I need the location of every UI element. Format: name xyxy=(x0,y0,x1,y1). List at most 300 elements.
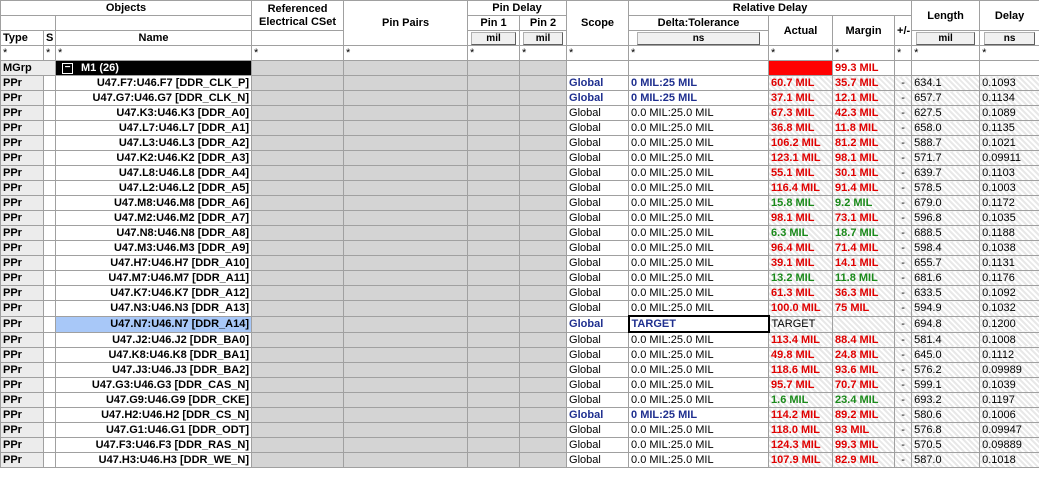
row-pin-pairs[interactable] xyxy=(344,106,468,121)
filter-cell[interactable]: * xyxy=(44,46,56,61)
row-plusminus: - xyxy=(895,348,912,363)
row-delay: 0.1021 xyxy=(980,136,1039,151)
row-pin1[interactable] xyxy=(468,196,520,211)
row-scope[interactable]: Global xyxy=(567,181,629,196)
row-scope[interactable]: Global xyxy=(567,453,629,468)
table-row[interactable] xyxy=(1,166,1039,181)
row-ref-cset[interactable] xyxy=(252,166,344,181)
row-delta-tolerance[interactable]: 0.0 MIL:25.0 MIL xyxy=(629,226,769,241)
row-s xyxy=(44,121,56,136)
row-scope[interactable]: Global xyxy=(567,286,629,301)
row-ref-cset[interactable] xyxy=(252,121,344,136)
row-pin1[interactable] xyxy=(468,408,520,423)
row-ref-cset[interactable] xyxy=(252,348,344,363)
row-name[interactable]: U47.K8:U46.K8 [DDR_BA1] xyxy=(56,348,252,363)
row-pin1[interactable] xyxy=(468,286,520,301)
row-pin1[interactable] xyxy=(468,423,520,438)
row-delta-tolerance[interactable]: 0.0 MIL:25.0 MIL xyxy=(629,181,769,196)
row-pin-pairs[interactable] xyxy=(344,408,468,423)
row-plusminus: - xyxy=(895,211,912,226)
row-pin2[interactable] xyxy=(520,256,567,271)
row-name[interactable]: U47.K3:U46.K3 [DDR_A0] xyxy=(56,106,252,121)
row-delta-tolerance[interactable]: TARGET xyxy=(629,316,769,332)
row-delta-tolerance[interactable]: 0.0 MIL:25.0 MIL xyxy=(629,301,769,317)
table-row[interactable] xyxy=(1,438,1039,453)
header-ref-cset[interactable]: Referenced Electrical CSet xyxy=(252,1,344,31)
row-name[interactable]: U47.J2:U46.J2 [DDR_BA0] xyxy=(56,332,252,348)
row-delta-tolerance[interactable]: 0.0 MIL:25.0 MIL xyxy=(629,166,769,181)
filter-cell[interactable]: * xyxy=(520,46,567,61)
row-pin-pairs[interactable] xyxy=(344,316,468,332)
row-s xyxy=(44,316,56,332)
table-row[interactable] xyxy=(1,196,1039,211)
row-name[interactable]: U47.L3:U46.L3 [DDR_A2] xyxy=(56,136,252,151)
row-pin1[interactable] xyxy=(468,91,520,106)
row-delay: 0.1176 xyxy=(980,271,1039,286)
filter-cell[interactable]: * xyxy=(1,46,44,61)
row-pin-pairs[interactable] xyxy=(344,166,468,181)
header-pin2[interactable]: Pin 2 xyxy=(520,16,567,31)
row-plusminus: - xyxy=(895,286,912,301)
row-pin1[interactable] xyxy=(468,378,520,393)
row-pin1[interactable] xyxy=(468,363,520,378)
table-row[interactable] xyxy=(1,423,1039,438)
row-delta-tolerance[interactable]: 0.0 MIL:25.0 MIL xyxy=(629,241,769,256)
row-pin1[interactable] xyxy=(468,121,520,136)
row-pin-pairs[interactable] xyxy=(344,181,468,196)
row-scope[interactable]: Global xyxy=(567,301,629,317)
row-type: PPr xyxy=(1,363,44,378)
row-pin1[interactable] xyxy=(468,256,520,271)
row-pin2[interactable] xyxy=(520,121,567,136)
row-name[interactable]: U47.H7:U46.H7 [DDR_A10] xyxy=(56,256,252,271)
row-pin-pairs[interactable] xyxy=(344,348,468,363)
row-actual: TARGET xyxy=(769,316,833,332)
filter-cell[interactable]: * xyxy=(980,46,1039,61)
row-pin1[interactable] xyxy=(468,106,520,121)
row-ref-cset[interactable] xyxy=(252,136,344,151)
row-delta-tolerance[interactable]: 0 MIL:25 MIL xyxy=(629,91,769,106)
table-row[interactable] xyxy=(1,408,1039,423)
row-actual: 15.8 MIL xyxy=(769,196,833,211)
row-pin1[interactable] xyxy=(468,136,520,151)
row-ref-cset[interactable] xyxy=(252,408,344,423)
row-scope[interactable]: Global xyxy=(567,363,629,378)
row-name[interactable]: U47.N7:U46.N7 [DDR_A14] xyxy=(56,316,252,332)
row-delay: 0.1035 xyxy=(980,211,1039,226)
row-ref-cset[interactable] xyxy=(252,271,344,286)
row-scope[interactable]: Global xyxy=(567,241,629,256)
header-scope[interactable]: Scope xyxy=(567,1,629,46)
row-scope[interactable]: Global xyxy=(567,332,629,348)
filter-cell[interactable]: * xyxy=(56,46,252,61)
header-length[interactable]: Length xyxy=(912,1,980,31)
row-delta-tolerance[interactable]: 0.0 MIL:25.0 MIL xyxy=(629,151,769,166)
row-pin1[interactable] xyxy=(468,438,520,453)
row-actual: 123.1 MIL xyxy=(769,151,833,166)
row-ref-cset[interactable] xyxy=(252,106,344,121)
filter-cell[interactable]: * xyxy=(912,46,980,61)
row-name[interactable]: U47.G7:U46.G7 [DDR_CLK_N] xyxy=(56,91,252,106)
row-s xyxy=(44,151,56,166)
row-s xyxy=(44,423,56,438)
row-pin-pairs[interactable] xyxy=(344,423,468,438)
row-type: PPr xyxy=(1,76,44,91)
row-delta-tolerance[interactable]: 0.0 MIL:25.0 MIL xyxy=(629,378,769,393)
row-pin-pairs[interactable] xyxy=(344,393,468,408)
row-margin: 11.8 MIL xyxy=(833,121,895,136)
row-length: 655.7 xyxy=(912,256,980,271)
row-ref-cset[interactable] xyxy=(252,378,344,393)
row-pin1[interactable] xyxy=(468,316,520,332)
filter-cell[interactable]: * xyxy=(567,46,629,61)
table-row[interactable] xyxy=(1,271,1039,286)
row-name[interactable]: U47.M8:U46.M8 [DDR_A6] xyxy=(56,196,252,211)
row-pin2[interactable] xyxy=(520,211,567,226)
row-name[interactable]: U47.M3:U46.M3 [DDR_A9] xyxy=(56,241,252,256)
row-scope[interactable]: Global xyxy=(567,226,629,241)
row-pin2[interactable] xyxy=(520,378,567,393)
header-type[interactable]: Type xyxy=(1,31,44,46)
row-type: PPr xyxy=(1,408,44,423)
row-ref-cset[interactable] xyxy=(252,211,344,226)
header-pin1[interactable]: Pin 1 xyxy=(468,16,520,31)
row-plusminus: - xyxy=(895,136,912,151)
table-row[interactable] xyxy=(1,378,1039,393)
row-delta-tolerance[interactable]: 0.0 MIL:25.0 MIL xyxy=(629,136,769,151)
row-ref-cset[interactable] xyxy=(252,301,344,317)
row-pin-pairs[interactable] xyxy=(344,121,468,136)
row-delta-tolerance[interactable]: 0.0 MIL:25.0 MIL xyxy=(629,211,769,226)
row-pin1[interactable] xyxy=(468,181,520,196)
filter-cell[interactable]: * xyxy=(468,46,520,61)
row-scope[interactable]: Global xyxy=(567,393,629,408)
row-pin-pairs[interactable] xyxy=(344,226,468,241)
row-pin-pairs[interactable] xyxy=(344,196,468,211)
row-delta-tolerance[interactable]: 0.0 MIL:25.0 MIL xyxy=(629,121,769,136)
row-plusminus: - xyxy=(895,76,912,91)
row-ref-cset[interactable] xyxy=(252,181,344,196)
table-row[interactable] xyxy=(1,76,1039,91)
table-row[interactable] xyxy=(1,211,1039,226)
table-row[interactable] xyxy=(1,91,1039,106)
row-ref-cset[interactable] xyxy=(252,226,344,241)
row-pin1[interactable] xyxy=(468,211,520,226)
row-name[interactable]: U47.G3:U46.G3 [DDR_CAS_N] xyxy=(56,378,252,393)
row-plusminus: - xyxy=(895,121,912,136)
row-pin-pairs[interactable] xyxy=(344,136,468,151)
header-name[interactable]: Name xyxy=(56,31,252,46)
table-row[interactable] xyxy=(1,256,1039,271)
row-pin1[interactable] xyxy=(468,393,520,408)
row-pin2[interactable] xyxy=(520,241,567,256)
row-pin-pairs[interactable] xyxy=(344,438,468,453)
row-pin1[interactable] xyxy=(468,241,520,256)
row-pin2[interactable] xyxy=(520,91,567,106)
row-type: PPr xyxy=(1,151,44,166)
row-ref-cset[interactable] xyxy=(252,393,344,408)
row-pin-pairs[interactable] xyxy=(344,453,468,468)
row-delta-tolerance[interactable]: 0.0 MIL:25.0 MIL xyxy=(629,363,769,378)
filter-cell[interactable]: * xyxy=(252,46,344,61)
row-delay: 0.1038 xyxy=(980,241,1039,256)
row-pin1[interactable] xyxy=(468,453,520,468)
row-ref-cset[interactable] xyxy=(252,196,344,211)
row-pin2[interactable] xyxy=(520,393,567,408)
row-length: 634.1 xyxy=(912,76,980,91)
row-delta-tolerance[interactable]: 0.0 MIL:25.0 MIL xyxy=(629,256,769,271)
table-row[interactable] xyxy=(1,151,1039,166)
row-name[interactable]: U47.M7:U46.M7 [DDR_A11] xyxy=(56,271,252,286)
header-pin-pairs[interactable]: Pin Pairs xyxy=(344,1,468,46)
row-delta-tolerance[interactable]: 0.0 MIL:25.0 MIL xyxy=(629,348,769,363)
table-row[interactable] xyxy=(1,226,1039,241)
row-plusminus: - xyxy=(895,378,912,393)
row-scope[interactable]: Global xyxy=(567,438,629,453)
row-pin-pairs[interactable] xyxy=(344,332,468,348)
row-ref-cset[interactable] xyxy=(252,453,344,468)
row-ref-cset[interactable] xyxy=(252,76,344,91)
filter-row xyxy=(1,46,1039,61)
table-row[interactable] xyxy=(1,393,1039,408)
row-s xyxy=(44,211,56,226)
row-delta-tolerance[interactable]: 0.0 MIL:25.0 MIL xyxy=(629,438,769,453)
row-s xyxy=(44,181,56,196)
row-ref-cset[interactable] xyxy=(252,316,344,332)
pin2-unit[interactable]: mil xyxy=(520,31,567,46)
table-row[interactable] xyxy=(1,136,1039,151)
row-actual: 49.8 MIL xyxy=(769,348,833,363)
row-pin-pairs[interactable] xyxy=(344,151,468,166)
row-name[interactable]: U47.F3:U46.F3 [DDR_RAS_N] xyxy=(56,438,252,453)
row-pin2[interactable] xyxy=(520,332,567,348)
row-scope[interactable]: Global xyxy=(567,256,629,271)
row-pin2[interactable] xyxy=(520,136,567,151)
header-actual[interactable]: Actual xyxy=(769,16,833,46)
row-delay: 0.09889 xyxy=(980,438,1039,453)
group-name-cell[interactable] xyxy=(56,61,252,76)
row-pin2[interactable] xyxy=(520,166,567,181)
row-scope[interactable]: Global xyxy=(567,106,629,121)
row-name[interactable]: U47.H3:U46.H3 [DDR_WE_N] xyxy=(56,453,252,468)
row-delta-tolerance[interactable]: 0 MIL:25 MIL xyxy=(629,408,769,423)
row-pin1[interactable] xyxy=(468,271,520,286)
row-ref-cset[interactable] xyxy=(252,91,344,106)
header-plusminus[interactable]: +/- xyxy=(895,16,912,46)
row-type: PPr xyxy=(1,226,44,241)
row-delta-tolerance[interactable]: 0.0 MIL:25.0 MIL xyxy=(629,453,769,468)
row-pin2[interactable] xyxy=(520,181,567,196)
row-pin2[interactable] xyxy=(520,151,567,166)
row-pin-pairs[interactable] xyxy=(344,271,468,286)
row-delta-tolerance[interactable]: 0.0 MIL:25.0 MIL xyxy=(629,196,769,211)
row-pin2[interactable] xyxy=(520,106,567,121)
row-s xyxy=(44,348,56,363)
row-pin2[interactable] xyxy=(520,226,567,241)
row-actual: 113.4 MIL xyxy=(769,332,833,348)
row-pin-pairs[interactable] xyxy=(344,256,468,271)
row-s xyxy=(44,363,56,378)
row-scope[interactable]: Global xyxy=(567,211,629,226)
row-pin-pairs[interactable] xyxy=(344,91,468,106)
row-name[interactable]: U47.F7:U46.F7 [DDR_CLK_P] xyxy=(56,76,252,91)
row-scope[interactable]: Global xyxy=(567,348,629,363)
row-pin1[interactable] xyxy=(468,348,520,363)
row-ref-cset[interactable] xyxy=(252,363,344,378)
row-scope[interactable]: Global xyxy=(567,408,629,423)
row-delta-tolerance[interactable]: 0.0 MIL:25.0 MIL xyxy=(629,393,769,408)
table-row[interactable] xyxy=(1,332,1039,348)
filter-cell[interactable]: * xyxy=(629,46,769,61)
pin1-unit[interactable]: mil xyxy=(468,31,520,46)
row-margin: 24.8 MIL xyxy=(833,348,895,363)
row-pin-pairs[interactable] xyxy=(344,241,468,256)
row-name[interactable]: U47.H2:U46.H2 [DDR_CS_N] xyxy=(56,408,252,423)
row-scope[interactable]: Global xyxy=(567,136,629,151)
header-margin[interactable]: Margin xyxy=(833,16,895,46)
row-s xyxy=(44,196,56,211)
table-row[interactable] xyxy=(1,121,1039,136)
row-pin2[interactable] xyxy=(520,363,567,378)
row-delay: 0.1131 xyxy=(980,256,1039,271)
row-length: 694.8 xyxy=(912,316,980,332)
row-delta-tolerance[interactable]: 0.0 MIL:25.0 MIL xyxy=(629,423,769,438)
row-delta-tolerance[interactable]: 0.0 MIL:25.0 MIL xyxy=(629,286,769,301)
row-ref-cset[interactable] xyxy=(252,241,344,256)
row-pin-pairs[interactable] xyxy=(344,363,468,378)
row-ref-cset[interactable] xyxy=(252,332,344,348)
row-name[interactable]: U47.N3:U46.N3 [DDR_A13] xyxy=(56,301,252,317)
row-name[interactable]: U47.L8:U46.L8 [DDR_A4] xyxy=(56,166,252,181)
row-scope[interactable]: Global xyxy=(567,316,629,332)
row-scope[interactable]: Global xyxy=(567,151,629,166)
row-ref-cset[interactable] xyxy=(252,151,344,166)
row-name[interactable]: U47.G9:U46.G9 [DDR_CKE] xyxy=(56,393,252,408)
table-row[interactable] xyxy=(1,181,1039,196)
row-type: PPr xyxy=(1,136,44,151)
row-pin-pairs[interactable] xyxy=(344,286,468,301)
row-pin2[interactable] xyxy=(520,196,567,211)
row-pin-pairs[interactable] xyxy=(344,76,468,91)
row-plusminus: - xyxy=(895,106,912,121)
table-row[interactable] xyxy=(1,106,1039,121)
row-pin1[interactable] xyxy=(468,332,520,348)
row-s xyxy=(44,226,56,241)
row-delta-tolerance[interactable]: 0 MIL:25 MIL xyxy=(629,76,769,91)
row-ref-cset[interactable] xyxy=(252,286,344,301)
row-type: PPr xyxy=(1,332,44,348)
length-unit[interactable]: mil xyxy=(912,31,980,46)
delta-unit[interactable]: ns xyxy=(629,31,769,46)
row-pin2[interactable] xyxy=(520,453,567,468)
row-name[interactable]: U47.K2:U46.K2 [DDR_A3] xyxy=(56,151,252,166)
row-name[interactable]: U47.K7:U46.K7 [DDR_A12] xyxy=(56,286,252,301)
row-pin2[interactable] xyxy=(520,438,567,453)
row-pin2[interactable] xyxy=(520,316,567,332)
row-name[interactable]: U47.N8:U46.N8 [DDR_A8] xyxy=(56,226,252,241)
row-pin2[interactable] xyxy=(520,301,567,317)
collapse-icon[interactable]: − xyxy=(62,63,73,74)
row-pin1[interactable] xyxy=(468,301,520,317)
filter-cell[interactable]: * xyxy=(769,46,833,61)
row-scope[interactable]: Global xyxy=(567,166,629,181)
row-name[interactable]: U47.G1:U46.G1 [DDR_ODT] xyxy=(56,423,252,438)
row-pin-pairs[interactable] xyxy=(344,378,468,393)
row-margin: 73.1 MIL xyxy=(833,211,895,226)
row-ref-cset[interactable] xyxy=(252,438,344,453)
row-name[interactable]: U47.J3:U46.J3 [DDR_BA2] xyxy=(56,363,252,378)
header-s[interactable]: S xyxy=(44,31,56,46)
filter-cell[interactable]: * xyxy=(895,46,912,61)
row-delta-tolerance[interactable]: 0.0 MIL:25.0 MIL xyxy=(629,106,769,121)
row-pin1[interactable] xyxy=(468,151,520,166)
row-actual: 60.7 MIL xyxy=(769,76,833,91)
filter-cell[interactable]: * xyxy=(833,46,895,61)
row-scope[interactable]: Global xyxy=(567,76,629,91)
row-type: PPr xyxy=(1,121,44,136)
filter-cell[interactable]: * xyxy=(344,46,468,61)
row-pin2[interactable] xyxy=(520,76,567,91)
row-actual: 118.0 MIL xyxy=(769,423,833,438)
row-pin2[interactable] xyxy=(520,408,567,423)
row-name[interactable]: U47.L7:U46.L7 [DDR_A1] xyxy=(56,121,252,136)
header-pin-delay: Pin Delay xyxy=(468,1,567,16)
row-pin1[interactable] xyxy=(468,226,520,241)
group-row[interactable] xyxy=(1,61,1039,76)
row-type: PPr xyxy=(1,423,44,438)
row-scope[interactable]: Global xyxy=(567,196,629,211)
row-pin2[interactable] xyxy=(520,423,567,438)
row-name[interactable]: U47.L2:U46.L2 [DDR_A5] xyxy=(56,181,252,196)
row-s xyxy=(44,106,56,121)
row-actual: 1.6 MIL xyxy=(769,393,833,408)
row-delay: 0.1103 xyxy=(980,166,1039,181)
row-pin-pairs[interactable] xyxy=(344,301,468,317)
table-row[interactable] xyxy=(1,453,1039,468)
row-scope[interactable]: Global xyxy=(567,121,629,136)
table-row[interactable] xyxy=(1,241,1039,256)
group-name: M1 (26) xyxy=(81,62,119,74)
delay-unit[interactable]: ns xyxy=(980,31,1039,46)
row-pin1[interactable] xyxy=(468,166,520,181)
row-scope[interactable]: Global xyxy=(567,91,629,106)
row-pin1[interactable] xyxy=(468,76,520,91)
header-delay[interactable]: Delay xyxy=(980,1,1039,31)
row-delta-tolerance[interactable]: 0.0 MIL:25.0 MIL xyxy=(629,332,769,348)
table-row[interactable] xyxy=(1,316,1039,332)
row-name[interactable]: U47.M2:U46.M2 [DDR_A7] xyxy=(56,211,252,226)
row-pin2[interactable] xyxy=(520,271,567,286)
row-length: 599.1 xyxy=(912,378,980,393)
row-ref-cset[interactable] xyxy=(252,256,344,271)
row-ref-cset[interactable] xyxy=(252,423,344,438)
table-row[interactable] xyxy=(1,286,1039,301)
row-pin-pairs[interactable] xyxy=(344,211,468,226)
table-row[interactable] xyxy=(1,301,1039,317)
row-scope[interactable]: Global xyxy=(567,378,629,393)
row-scope[interactable]: Global xyxy=(567,271,629,286)
row-type: PPr xyxy=(1,241,44,256)
row-scope[interactable]: Global xyxy=(567,423,629,438)
row-length: 693.2 xyxy=(912,393,980,408)
table-row[interactable] xyxy=(1,348,1039,363)
row-pin2[interactable] xyxy=(520,286,567,301)
row-pin2[interactable] xyxy=(520,348,567,363)
row-delta-tolerance[interactable]: 0.0 MIL:25.0 MIL xyxy=(629,271,769,286)
header-delta-tolerance[interactable]: Delta:Tolerance xyxy=(629,16,769,31)
table-row[interactable] xyxy=(1,363,1039,378)
row-plusminus: - xyxy=(895,363,912,378)
